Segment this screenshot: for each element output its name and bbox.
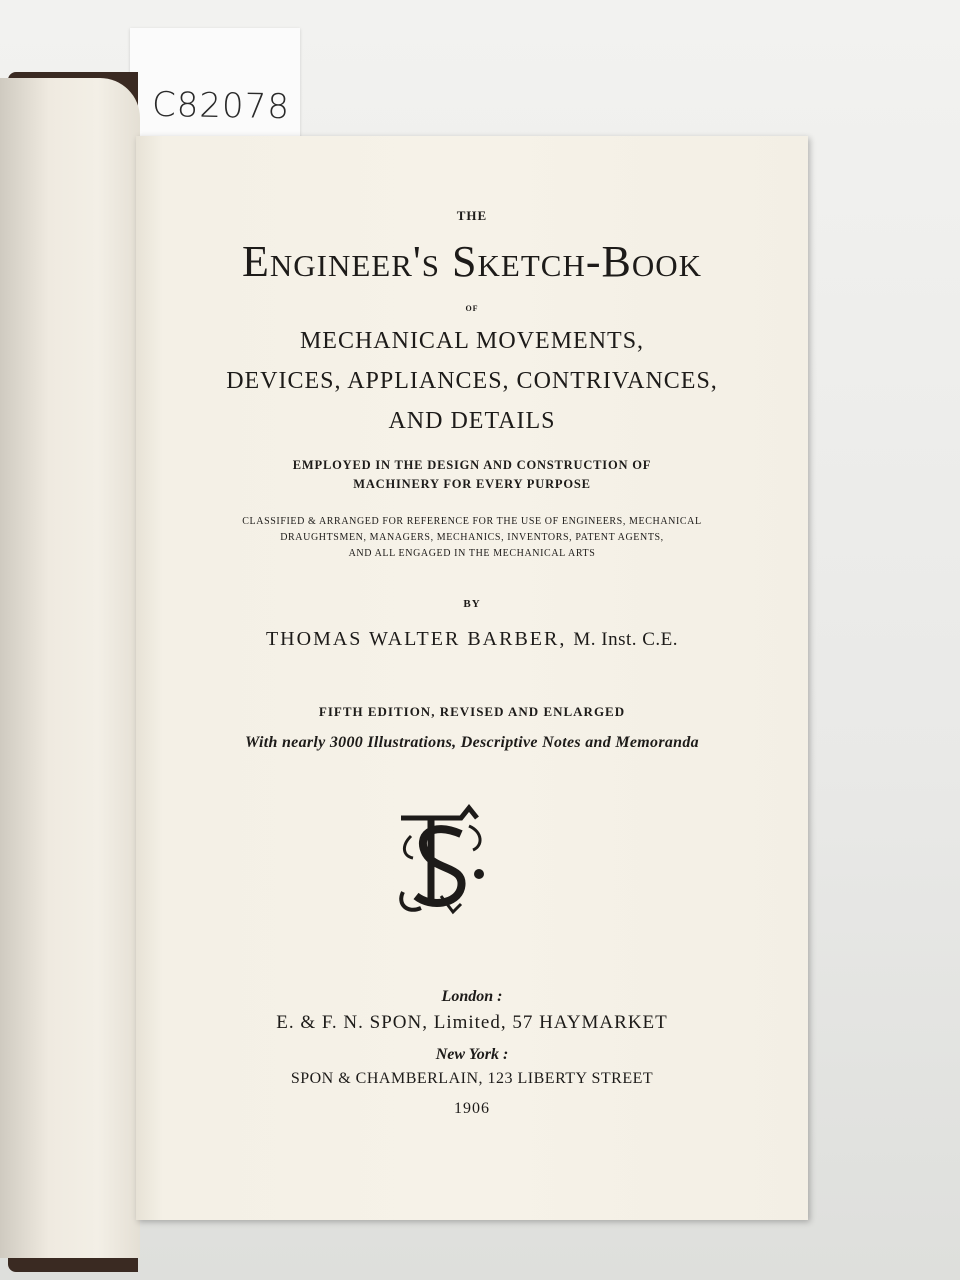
author-credentials: M. Inst. C.E. <box>573 629 679 650</box>
publisher-monogram-icon <box>391 796 491 916</box>
classified-line: DRAUGHTSMEN, MANAGERS, MECHANICS, INVENTORS, PATENT AGENTS, <box>280 532 664 543</box>
employed-line: MACHINERY FOR EVERY PURPOSE <box>353 477 591 491</box>
by-line: BY <box>463 598 481 610</box>
catalog-label: C82078 <box>151 84 291 128</box>
book-title: Engineer's Sketch-Book <box>241 237 703 286</box>
illustrations-line: With nearly 3000 Illustrations, Descriptive Notes and Memoranda <box>245 734 699 751</box>
publisher-new-york: SPON & CHAMBERLAIN, 123 LIBERTY STREET <box>290 1070 654 1087</box>
author-line <box>136 628 808 651</box>
title-page <box>136 136 808 1220</box>
subtitle-line: MECHANICAL MOVEMENTS, <box>299 328 645 354</box>
title-article: THE <box>456 208 488 223</box>
employed-line: EMPLOYED IN THE DESIGN AND CONSTRUCTION OF <box>292 458 652 472</box>
title-of: OF <box>465 304 479 313</box>
classified-line: CLASSIFIED & ARRANGED FOR REFERENCE FOR THE USE OF ENGINEERS, MECHANICAL <box>242 516 702 527</box>
edition-line: FIFTH EDITION, REVISED AND ENLARGED <box>318 704 626 719</box>
publication-year: 1906 <box>454 1100 490 1117</box>
classified-line: AND ALL ENGAGED IN THE MECHANICAL ARTS <box>348 548 596 559</box>
subtitle-line: AND DETAILS <box>388 408 556 434</box>
subtitle-line: DEVICES, APPLIANCES, CONTRIVANCES, <box>226 368 718 394</box>
left-page-curl <box>0 78 140 1258</box>
publisher-london: E. & F. N. SPON, Limited, 57 HAYMARKET <box>276 1012 668 1033</box>
new-york-label: New York : <box>435 1046 509 1063</box>
london-label: London : <box>441 988 503 1005</box>
author-name: THOMAS WALTER BARBER, <box>265 628 567 650</box>
